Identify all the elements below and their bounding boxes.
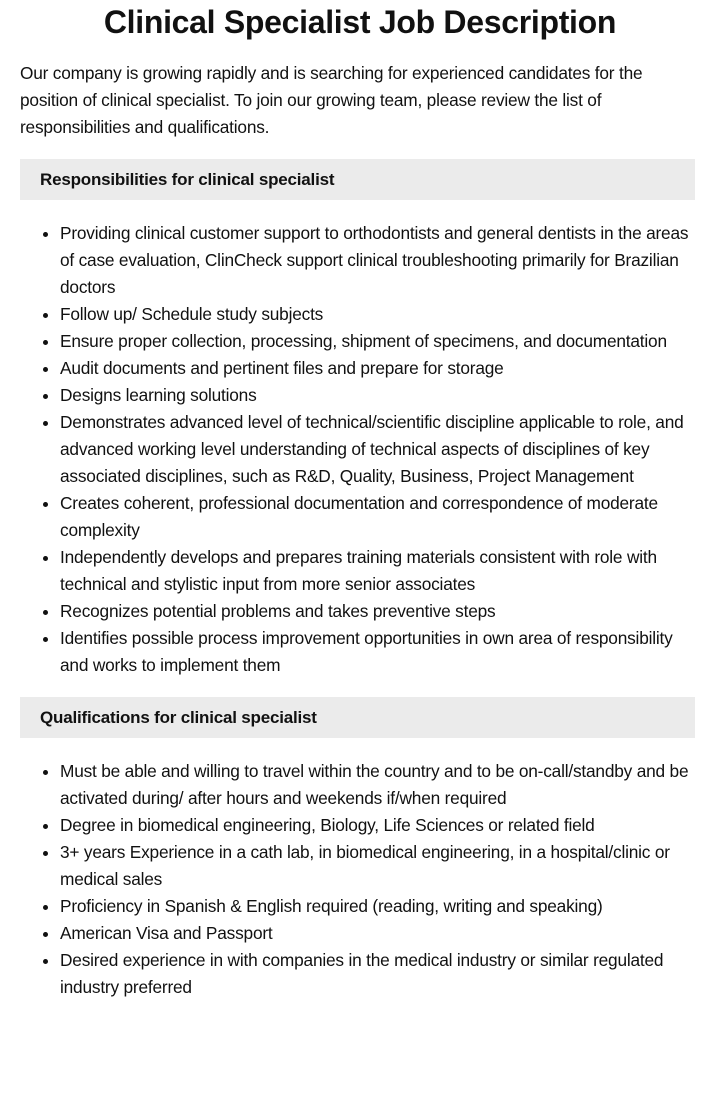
responsibilities-heading: Responsibilities for clinical specialist	[20, 159, 695, 200]
list-item: • Proficiency in Spanish & English required (reading, writing and speaking)	[60, 893, 700, 920]
page-title: Clinical Specialist Job Description	[103, 4, 617, 40]
list-item: • 3+ years Experience in a cath lab, in biomedical engineering, in a hospital/clinic or medical sales	[60, 839, 700, 893]
list-item: • Designs learning solutions	[60, 382, 700, 409]
qualifications-list	[20, 758, 700, 1001]
list-item: • Identifies possible process improvement opportunities in own area of responsibility and works to implement them	[60, 625, 700, 679]
list-item: • Ensure proper collection, processing, shipment of specimens, and documentation	[60, 328, 700, 355]
list-item: • Independently develops and prepares training materials consistent with role with technical and stylistic input from more senior associates	[60, 544, 700, 598]
qualifications-heading: Qualifications for clinical specialist	[20, 697, 695, 738]
list-item: • Recognizes potential problems and takes preventive steps	[60, 598, 700, 625]
list-item: • Creates coherent, professional documentation and correspondence of moderate complexity	[60, 490, 700, 544]
intro-paragraph: Our company is growing rapidly and is searching for experienced candidates for the position of clinical specialist. To join our growing team, please review the list of responsibilities and qualifications.	[20, 63, 643, 137]
list-item: • Follow up/ Schedule study subjects	[60, 301, 700, 328]
list-item: • Desired experience in with companies in the medical industry or similar regulated industry preferred	[60, 947, 700, 1001]
list-item: • Audit documents and pertinent files and prepare for storage	[60, 355, 700, 382]
list-item: • Demonstrates advanced level of technical/scientific discipline applicable to role, and advanced working level understanding of technical aspects of disciplines of key associated disciplines, such as R&D, Quality, Business, Project Management	[60, 409, 700, 490]
list-item: • Must be able and willing to travel within the country and to be on-call/standby and be activated during/ after hours and weekends if/when required	[60, 758, 700, 812]
list-item: • American Visa and Passport	[60, 920, 700, 947]
responsibilities-list	[20, 220, 700, 679]
list-item: • Degree in biomedical engineering, Biology, Life Sciences or related field	[60, 812, 700, 839]
list-item: • Providing clinical customer support to orthodontists and general dentists in the areas of case evaluation, ClinCheck support clinical troubleshooting primarily for Brazilian doctors	[60, 220, 700, 301]
